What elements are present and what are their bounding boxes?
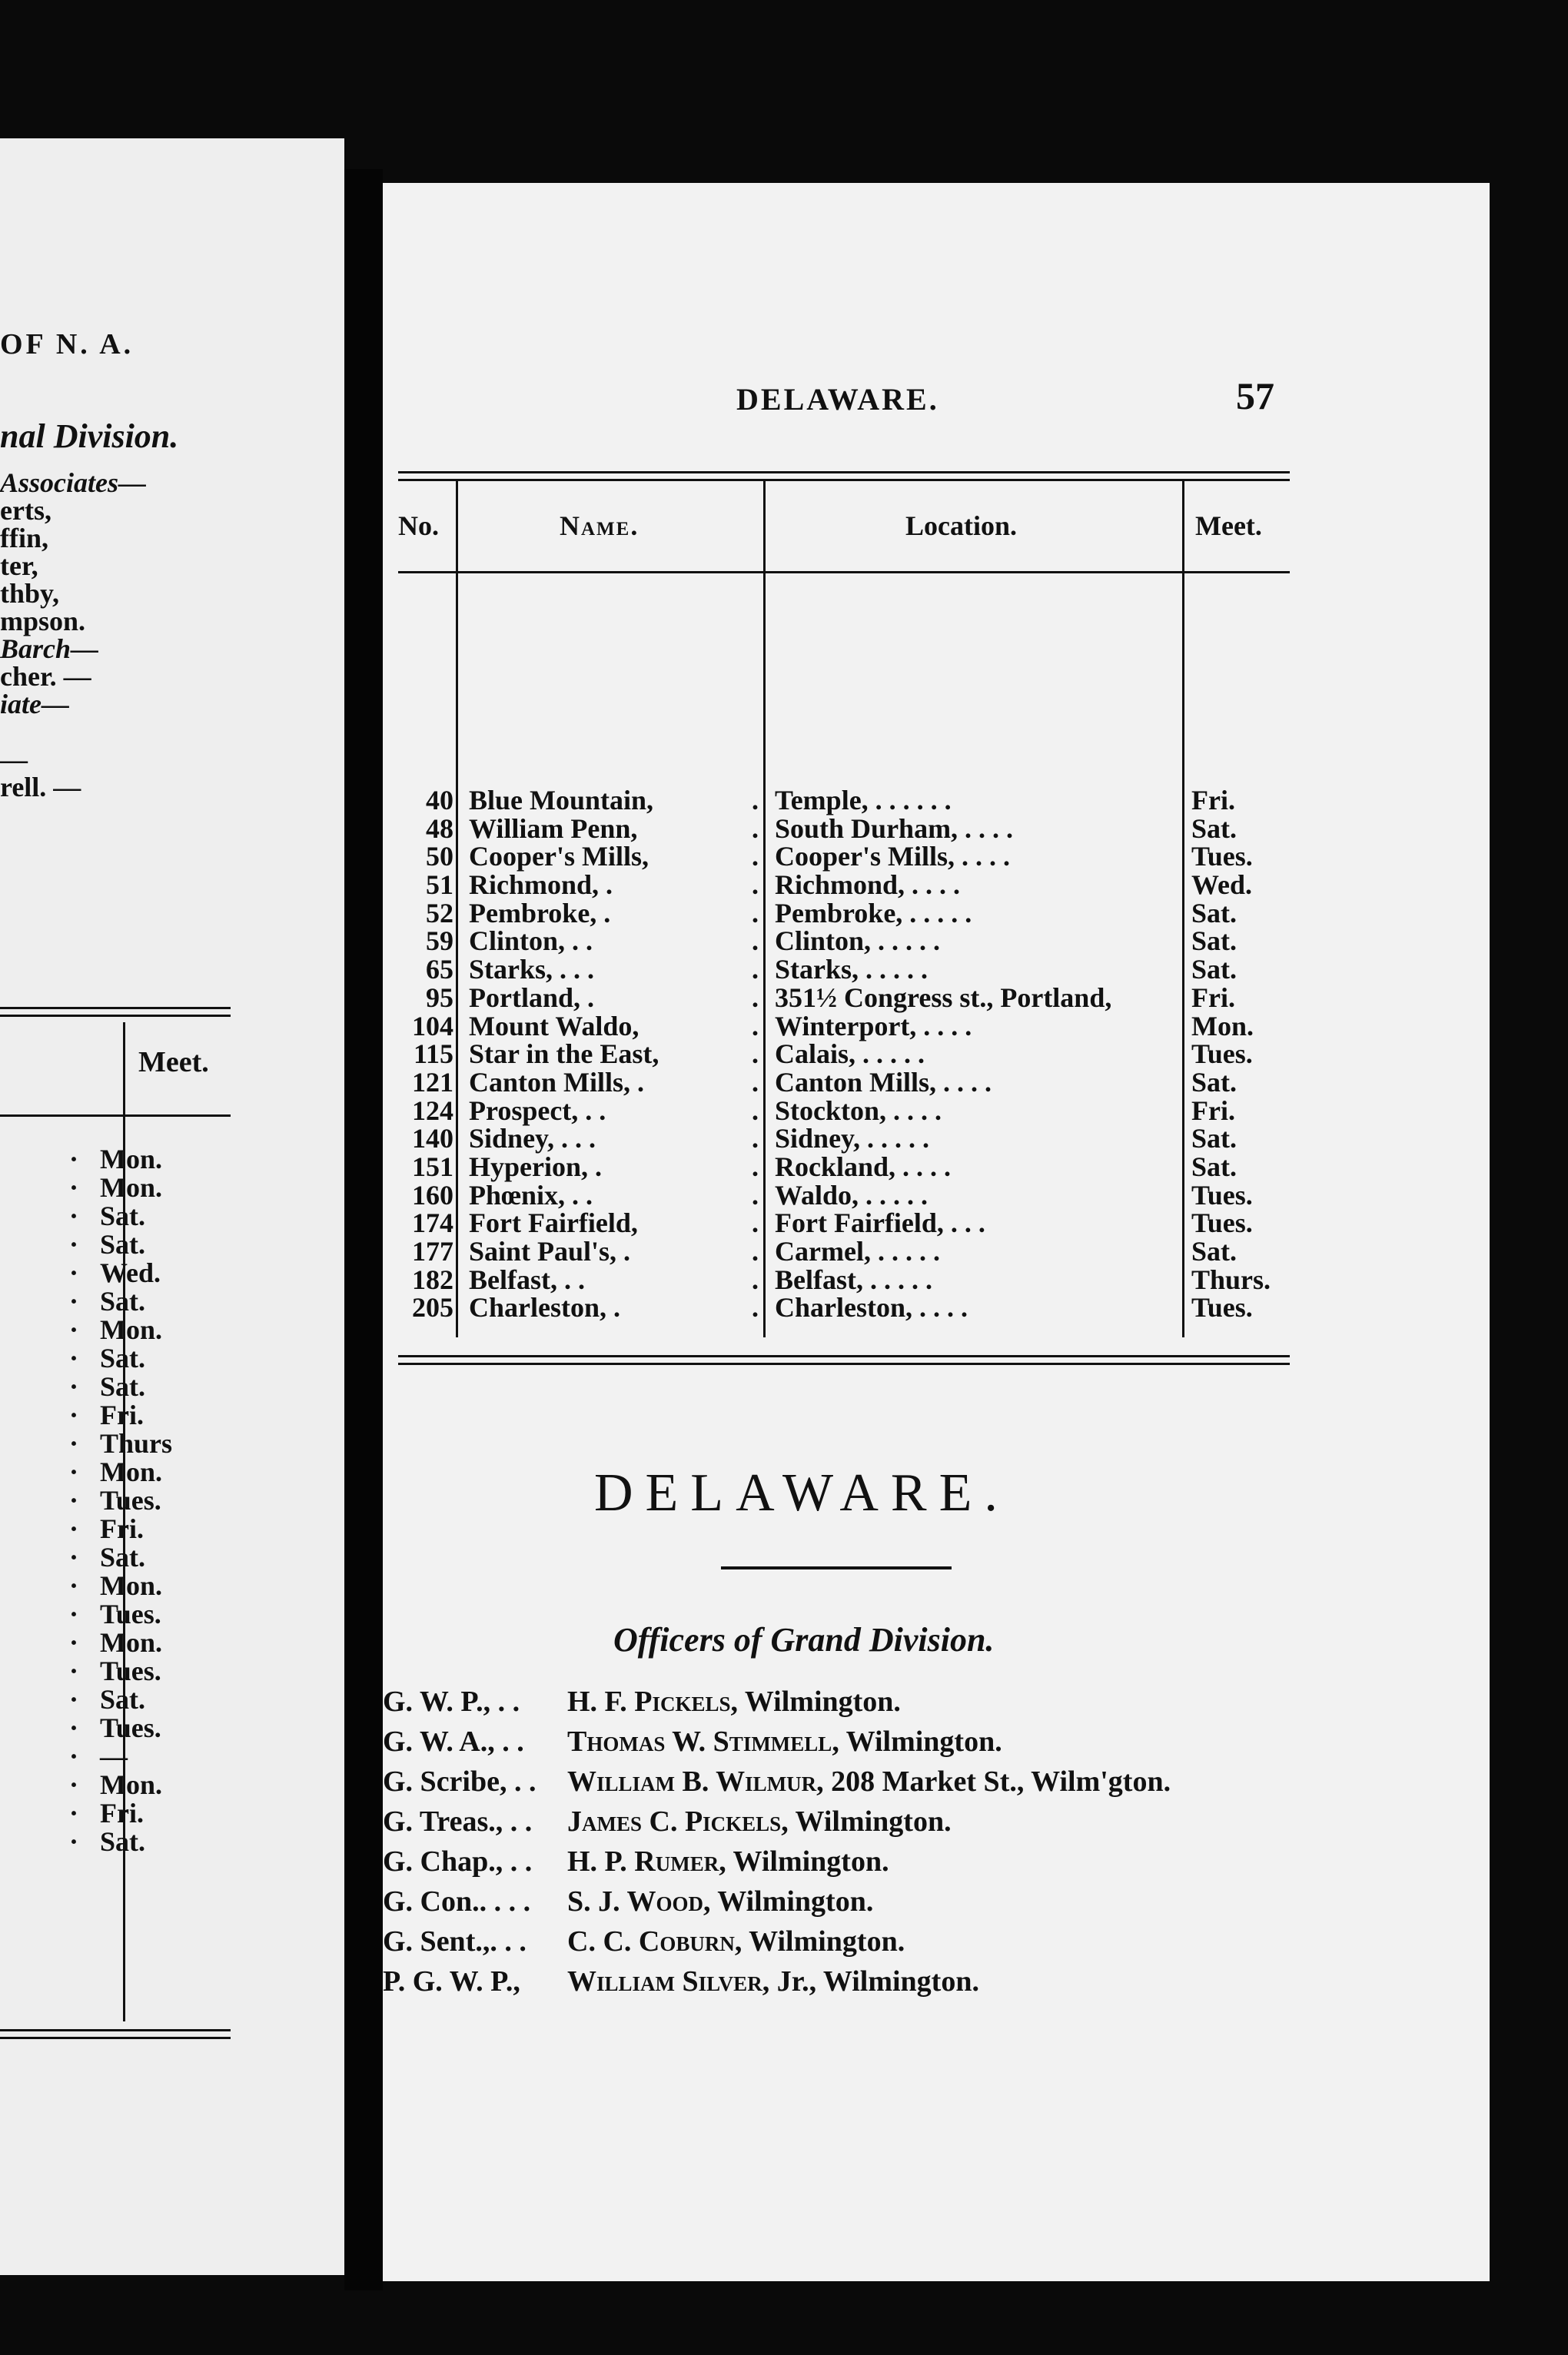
state-title: DELAWARE. bbox=[594, 1463, 1010, 1523]
row-leader-dot: . bbox=[752, 869, 759, 901]
leader-dot: · bbox=[69, 1798, 79, 1829]
left-meet-day bbox=[69, 1287, 172, 1316]
row-location: Waldo, . . . . . bbox=[775, 1179, 929, 1211]
row-name: Starks, . . . bbox=[469, 954, 595, 985]
row-leader-dot: . bbox=[752, 954, 759, 985]
officer-title: G. Treas., . . bbox=[383, 1805, 533, 1838]
left-day-text: Sat. bbox=[100, 1286, 146, 1317]
left-meet-day bbox=[69, 1174, 172, 1202]
row-number: 50 bbox=[426, 841, 453, 872]
officer-title: G. Con.. . . . bbox=[383, 1885, 531, 1918]
row-meet-day: Fri. bbox=[1191, 785, 1235, 815]
book-gutter bbox=[344, 169, 383, 2290]
row-name: Hyperion, . bbox=[469, 1151, 603, 1182]
left-line: Barch— bbox=[0, 633, 99, 664]
left-day-text: Wed. bbox=[100, 1257, 161, 1288]
row-leader-dot: . bbox=[752, 1264, 759, 1295]
row-location: 351½ Congress st., Portland, bbox=[775, 982, 1112, 1013]
table-row bbox=[398, 1012, 1290, 1041]
row-location: Richmond, . . . . bbox=[775, 869, 961, 901]
row-location: South Durham, . . . . bbox=[775, 812, 1014, 844]
leader-dot: · bbox=[69, 1229, 79, 1260]
row-leader-dot: . bbox=[752, 1038, 759, 1070]
row-number: 65 bbox=[426, 954, 453, 985]
left-table-rule bbox=[0, 2037, 231, 2039]
row-name: Saint Paul's, . bbox=[469, 1236, 631, 1267]
row-meet-day: Sat. bbox=[1191, 1066, 1237, 1098]
running-head: DELAWARE. bbox=[736, 382, 939, 417]
left-day-text: Sat. bbox=[100, 1343, 146, 1373]
left-table-rule bbox=[0, 1015, 231, 1017]
row-location: Temple, . . . . . . bbox=[775, 785, 952, 815]
table-row bbox=[398, 1294, 1290, 1322]
row-meet-day: Tues. bbox=[1191, 1179, 1253, 1211]
left-meet-day bbox=[69, 1799, 172, 1828]
left-meet-day bbox=[69, 1828, 172, 1856]
left-meet-day bbox=[69, 1231, 172, 1259]
left-line: — bbox=[0, 744, 28, 775]
table-row bbox=[398, 899, 1290, 928]
left-meet-days bbox=[69, 1145, 172, 1856]
left-meet-day bbox=[69, 1373, 172, 1401]
left-line bbox=[0, 718, 146, 746]
left-day-text: Mon. bbox=[100, 1769, 162, 1800]
left-meet-header: Meet. bbox=[138, 1046, 209, 1078]
leader-dot: · bbox=[69, 1769, 79, 1800]
left-line: ter, bbox=[0, 550, 38, 581]
row-number: 140 bbox=[412, 1123, 453, 1154]
officer-title: G. Scribe, . . bbox=[383, 1765, 537, 1798]
left-day-text: Mon. bbox=[100, 1314, 162, 1345]
row-leader-dot: . bbox=[752, 1236, 759, 1267]
row-location: Carmel, . . . . . bbox=[775, 1236, 940, 1267]
row-number: 177 bbox=[412, 1236, 453, 1267]
leader-dot: · bbox=[69, 1712, 79, 1743]
left-day-text: Thurs bbox=[100, 1428, 173, 1459]
row-name: Mount Waldo, bbox=[469, 1010, 639, 1041]
leader-dot: · bbox=[69, 1371, 79, 1402]
row-location: Belfast, . . . . . bbox=[775, 1264, 932, 1295]
table-row bbox=[398, 1124, 1290, 1153]
left-day-text: Sat. bbox=[100, 1684, 146, 1715]
officer-location: , Wilmington. bbox=[832, 1726, 1002, 1758]
leader-dot: · bbox=[69, 1144, 79, 1174]
left-line: erts, bbox=[0, 495, 51, 526]
officer-location: , Wilmington. bbox=[730, 1686, 901, 1718]
row-location: Starks, . . . . . bbox=[775, 954, 929, 985]
left-page-officer-lines bbox=[0, 469, 146, 801]
left-meet-day bbox=[69, 1629, 172, 1657]
officer-line bbox=[383, 1722, 1490, 1762]
row-name: Blue Mountain, bbox=[469, 785, 654, 815]
officer-location: , Jr., Wilmington. bbox=[762, 1965, 979, 1998]
officer-line bbox=[383, 1842, 1490, 1882]
row-number: 95 bbox=[426, 982, 453, 1013]
officer-location: , Wilmington. bbox=[703, 1885, 874, 1918]
row-name: Charleston, . bbox=[469, 1292, 620, 1324]
row-name: Fort Fairfield, bbox=[469, 1207, 638, 1239]
officer-name: S. J. Wood bbox=[567, 1885, 703, 1918]
officer-line bbox=[383, 1802, 1490, 1842]
row-name: Pembroke, . bbox=[469, 897, 611, 928]
officer-name: Thomas W. Stimmell bbox=[567, 1726, 832, 1758]
row-name: Phœnix, . . bbox=[469, 1179, 593, 1211]
left-day-text: Fri. bbox=[100, 1798, 144, 1829]
left-day-text: Tues. bbox=[100, 1656, 161, 1686]
left-day-text: Sat. bbox=[100, 1201, 146, 1231]
table-row bbox=[398, 842, 1290, 871]
leader-dot: · bbox=[69, 1428, 79, 1459]
row-meet-day: Fri. bbox=[1191, 1094, 1235, 1126]
left-meet-day bbox=[69, 1259, 172, 1287]
left-meet-day bbox=[69, 1344, 172, 1373]
officer-title: G. Sent.,. . . bbox=[383, 1925, 527, 1958]
left-table-rule bbox=[0, 1114, 231, 1117]
row-location: Clinton, . . . . . bbox=[775, 925, 941, 957]
page-number: 57 bbox=[1236, 374, 1274, 417]
row-name: Clinton, . . bbox=[469, 925, 593, 957]
left-day-text: Sat. bbox=[100, 1826, 146, 1857]
row-name: Prospect, . . bbox=[469, 1094, 606, 1126]
table-row bbox=[398, 786, 1290, 815]
table-row bbox=[398, 1266, 1290, 1294]
left-meet-day bbox=[69, 1316, 172, 1344]
officer-title: G. W. P., . . bbox=[383, 1686, 520, 1718]
row-name: Cooper's Mills, bbox=[469, 841, 649, 872]
left-day-text: Mon. bbox=[100, 1144, 162, 1174]
table-row bbox=[398, 927, 1290, 955]
officer-line bbox=[383, 1682, 1490, 1722]
officer-title: G. Chap., . . bbox=[383, 1845, 533, 1878]
leader-dot: · bbox=[69, 1570, 79, 1601]
left-meet-day bbox=[69, 1686, 172, 1714]
row-leader-dot: . bbox=[752, 841, 759, 872]
leader-dot: · bbox=[69, 1741, 79, 1772]
leader-dot: · bbox=[69, 1656, 79, 1686]
left-meet-day bbox=[69, 1714, 172, 1742]
row-number: 59 bbox=[426, 925, 453, 957]
row-leader-dot: . bbox=[752, 897, 759, 928]
row-name: Star in the East, bbox=[469, 1038, 659, 1070]
leader-dot: · bbox=[69, 1599, 79, 1629]
row-leader-dot: . bbox=[752, 1010, 759, 1041]
left-meet-day bbox=[69, 1771, 172, 1799]
left-meet-day bbox=[69, 1515, 172, 1543]
row-name: William Penn, bbox=[469, 812, 638, 844]
row-location: Sidney, . . . . . bbox=[775, 1123, 930, 1154]
row-meet-day: Sat. bbox=[1191, 1123, 1237, 1154]
row-number: 104 bbox=[412, 1010, 453, 1041]
row-name: Belfast, . . bbox=[469, 1264, 585, 1295]
table-header-rule bbox=[398, 571, 1290, 573]
leader-dot: · bbox=[69, 1826, 79, 1857]
left-day-text: Tues. bbox=[100, 1485, 161, 1516]
officer-name: William Silver bbox=[567, 1965, 762, 1998]
row-leader-dot: . bbox=[752, 925, 759, 957]
officer-name: H. F. Pickels bbox=[567, 1686, 731, 1718]
leader-dot: · bbox=[69, 1172, 79, 1203]
leader-dot: · bbox=[69, 1627, 79, 1658]
header-location: Location. bbox=[905, 510, 1018, 541]
row-meet-day: Sat. bbox=[1191, 1151, 1237, 1182]
left-meet-day bbox=[69, 1657, 172, 1686]
row-number: 174 bbox=[412, 1207, 453, 1239]
row-name: Richmond, . bbox=[469, 869, 613, 901]
row-leader-dot: . bbox=[752, 785, 759, 815]
row-meet-day: Fri. bbox=[1191, 982, 1235, 1013]
officers-list bbox=[383, 1682, 1490, 2001]
row-location: Pembroke, . . . . . bbox=[775, 897, 972, 928]
row-number: 205 bbox=[412, 1292, 453, 1324]
left-day-text: Sat. bbox=[100, 1371, 146, 1402]
table-row bbox=[398, 1040, 1290, 1068]
leader-dot: · bbox=[69, 1257, 79, 1288]
table-row bbox=[398, 984, 1290, 1012]
officer-line bbox=[383, 1882, 1490, 1922]
row-name: Canton Mills, . bbox=[469, 1066, 645, 1098]
leader-dot: · bbox=[69, 1485, 79, 1516]
row-location: Canton Mills, . . . . bbox=[775, 1066, 992, 1098]
divisions-table bbox=[398, 471, 1290, 1380]
header-name: Name. bbox=[560, 510, 639, 541]
table-row bbox=[398, 1181, 1290, 1210]
row-meet-day: Mon. bbox=[1191, 1010, 1254, 1041]
table-row bbox=[398, 955, 1290, 984]
row-location: Calais, . . . . . bbox=[775, 1038, 925, 1070]
row-number: 40 bbox=[426, 785, 453, 815]
officer-name: C. C. Coburn bbox=[567, 1925, 735, 1958]
row-meet-day: Sat. bbox=[1191, 897, 1237, 928]
left-meet-day bbox=[69, 1401, 172, 1430]
left-line: ffin, bbox=[0, 523, 48, 553]
left-line: thby, bbox=[0, 578, 60, 609]
row-location: Stockton, . . . . bbox=[775, 1094, 942, 1126]
title-rule bbox=[721, 1566, 952, 1569]
row-meet-day: Thurs. bbox=[1191, 1264, 1271, 1295]
leader-dot: · bbox=[69, 1457, 79, 1487]
left-table-rule bbox=[0, 2029, 231, 2031]
row-number: 115 bbox=[413, 1038, 453, 1070]
leader-dot: · bbox=[69, 1286, 79, 1317]
table-body bbox=[398, 786, 1290, 1322]
row-meet-day: Tues. bbox=[1191, 1292, 1253, 1324]
officers-heading: Officers of Grand Division. bbox=[613, 1621, 995, 1659]
left-meet-day bbox=[69, 1486, 172, 1515]
leader-dot: · bbox=[69, 1542, 79, 1573]
leader-dot: · bbox=[69, 1513, 79, 1544]
left-line: cher. — bbox=[0, 661, 91, 692]
officer-name: William B. Wilmur bbox=[567, 1765, 817, 1798]
left-day-text: Fri. bbox=[100, 1400, 144, 1430]
leader-dot: · bbox=[69, 1314, 79, 1345]
left-meet-day bbox=[69, 1145, 172, 1174]
row-location: Winterport, . . . . bbox=[775, 1010, 972, 1041]
row-number: 52 bbox=[426, 897, 453, 928]
row-name: Sidney, . . . bbox=[469, 1123, 596, 1154]
row-name: Portland, . bbox=[469, 982, 595, 1013]
row-number: 121 bbox=[412, 1066, 453, 1098]
officer-location: , Wilmington. bbox=[719, 1845, 889, 1878]
row-meet-day: Sat. bbox=[1191, 954, 1237, 985]
table-row bbox=[398, 1209, 1290, 1237]
officer-location: , Wilmington. bbox=[734, 1925, 905, 1958]
left-day-text: Mon. bbox=[100, 1172, 162, 1203]
table-top-rule bbox=[398, 479, 1290, 481]
left-day-text: — bbox=[100, 1741, 128, 1772]
table-top-rule bbox=[398, 471, 1290, 473]
row-meet-day: Tues. bbox=[1191, 841, 1253, 872]
row-location: Fort Fairfield, . . . bbox=[775, 1207, 985, 1239]
table-row bbox=[398, 1094, 1290, 1126]
officer-location: , Wilmington. bbox=[781, 1805, 952, 1838]
row-location: Cooper's Mills, . . . . bbox=[775, 841, 1010, 872]
row-number: 124 bbox=[412, 1094, 453, 1126]
page bbox=[383, 183, 1490, 2281]
left-day-text: Mon. bbox=[100, 1627, 162, 1658]
row-location: Rockland, . . . . bbox=[775, 1151, 952, 1182]
row-meet-day: Tues. bbox=[1191, 1038, 1253, 1070]
table-row bbox=[398, 1153, 1290, 1181]
left-day-text: Sat. bbox=[100, 1229, 146, 1260]
table-bottom-rule bbox=[398, 1355, 1290, 1357]
left-line: Associates— bbox=[0, 467, 147, 498]
officer-line bbox=[383, 1922, 1490, 1961]
officer-location: , 208 Market St., Wilm'gton. bbox=[816, 1765, 1171, 1798]
officer-title: G. W. A., . . bbox=[383, 1726, 524, 1758]
row-meet-day: Sat. bbox=[1191, 925, 1237, 957]
row-number: 182 bbox=[412, 1264, 453, 1295]
left-meet-day bbox=[69, 1543, 172, 1572]
officer-name: James C. Pickels bbox=[567, 1805, 782, 1838]
left-meet-day bbox=[69, 1430, 172, 1458]
left-meet-day bbox=[69, 1600, 172, 1629]
left-day-text: Mon. bbox=[100, 1570, 162, 1601]
header-meet: Meet. bbox=[1195, 510, 1262, 541]
row-leader-dot: . bbox=[752, 1179, 759, 1211]
left-day-text: Mon. bbox=[100, 1457, 162, 1487]
row-number: 160 bbox=[412, 1179, 453, 1211]
table-row bbox=[398, 871, 1290, 899]
row-leader-dot: . bbox=[752, 1292, 759, 1324]
previous-page bbox=[0, 138, 344, 2275]
row-meet-day: Wed. bbox=[1191, 869, 1253, 901]
row-leader-dot: . bbox=[752, 1207, 759, 1239]
row-leader-dot: . bbox=[752, 812, 759, 844]
row-meet-day: Tues. bbox=[1191, 1207, 1253, 1239]
left-page-header: OF N. A. bbox=[0, 328, 135, 360]
left-line: mpson. bbox=[0, 606, 86, 636]
row-number: 151 bbox=[412, 1151, 453, 1182]
officer-title: P. G. W. P., bbox=[383, 1965, 520, 1998]
left-meet-day bbox=[69, 1572, 172, 1600]
row-number: 48 bbox=[426, 812, 453, 844]
left-meet-day bbox=[69, 1202, 172, 1231]
leader-dot: · bbox=[69, 1684, 79, 1715]
left-meet-day bbox=[69, 1742, 172, 1771]
officer-name: H. P. Rumer bbox=[567, 1845, 719, 1878]
left-line: rell. — bbox=[0, 772, 81, 802]
table-row bbox=[398, 1068, 1290, 1097]
row-location: Charleston, . . . . bbox=[775, 1292, 968, 1324]
row-meet-day: Sat. bbox=[1191, 812, 1237, 844]
left-line: iate— bbox=[0, 689, 69, 719]
row-leader-dot: . bbox=[752, 982, 759, 1013]
table-bottom-rule bbox=[398, 1363, 1290, 1365]
left-day-text: Sat. bbox=[100, 1542, 146, 1573]
row-leader-dot: . bbox=[752, 1151, 759, 1182]
leader-dot: · bbox=[69, 1400, 79, 1430]
header-no: No. bbox=[398, 510, 439, 541]
left-meet-day bbox=[69, 1458, 172, 1486]
left-day-text: Fri. bbox=[100, 1513, 144, 1544]
left-page-division-title: nal Division. bbox=[0, 417, 179, 455]
row-leader-dot: . bbox=[752, 1066, 759, 1098]
left-day-text: Tues. bbox=[100, 1712, 161, 1743]
row-leader-dot: . bbox=[752, 1094, 759, 1126]
row-meet-day: Sat. bbox=[1191, 1236, 1237, 1267]
row-leader-dot: . bbox=[752, 1123, 759, 1154]
row-number: 51 bbox=[426, 869, 453, 901]
left-table-rule bbox=[0, 1007, 231, 1009]
officer-line bbox=[383, 1762, 1490, 1802]
table-row bbox=[398, 812, 1290, 844]
leader-dot: · bbox=[69, 1201, 79, 1231]
table-row bbox=[398, 1237, 1290, 1266]
officer-line bbox=[383, 1961, 1490, 2001]
left-day-text: Tues. bbox=[100, 1599, 161, 1629]
leader-dot: · bbox=[69, 1343, 79, 1373]
